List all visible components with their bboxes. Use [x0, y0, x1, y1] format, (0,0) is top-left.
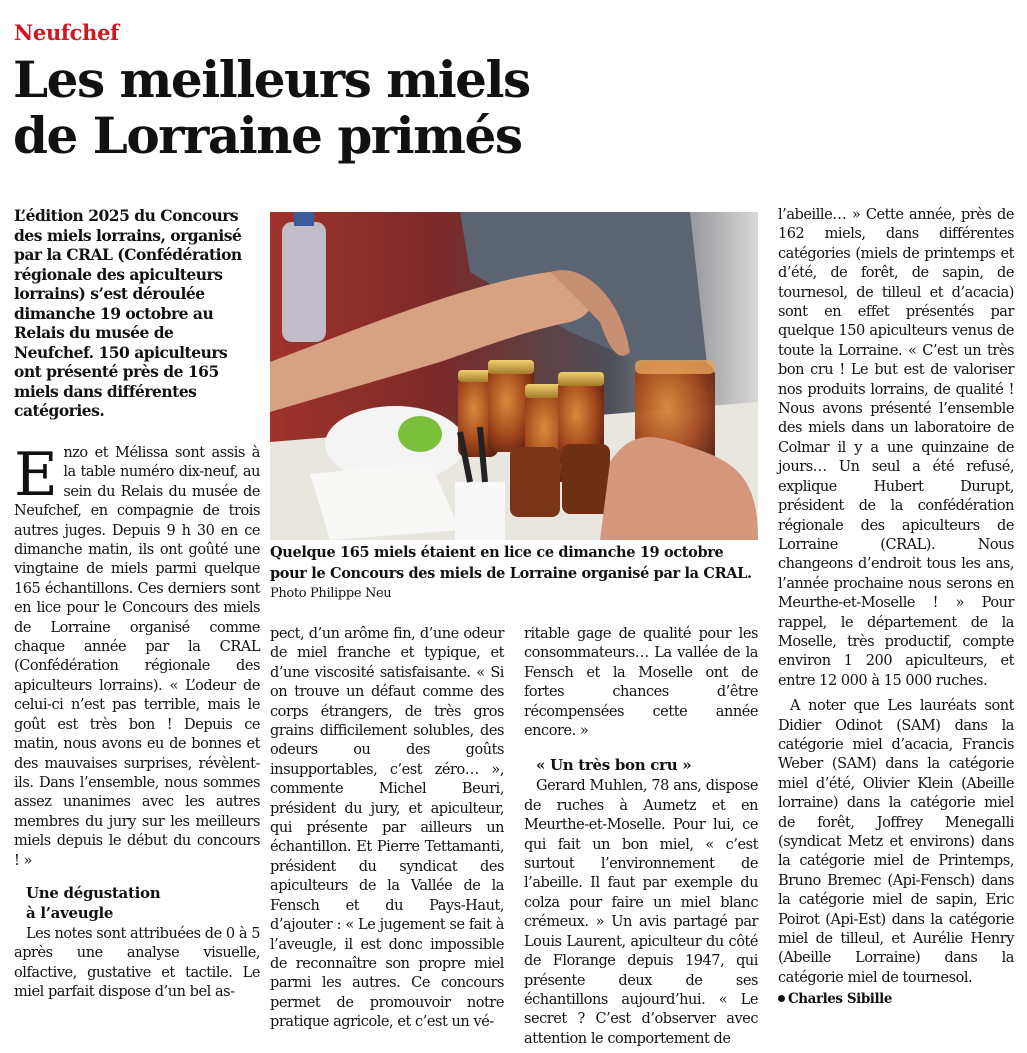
body-paragraph-4: ritable gage de qualité pour les consommateurs… La vallée de la Fensch et la Moselle ont de fortes chances d’être récompensées cette année encore. »	[524, 626, 758, 740]
lead-paragraph: L’édition 2025 du Concours des miels lorrains, organisé par la CRAL (Confédération régionale des apiculteurs lorrains) s’est déroulée dimanche 19 octobre au Relais du musée de Neufchef. 150 apiculteurs ont présenté près de 165 miels dans différentes catégories.	[14, 206, 242, 420]
column-4	[778, 206, 1014, 1010]
photo-caption	[270, 543, 758, 604]
body-paragraph-1-text: nzo et Mélissa sont assis à la table numéro dix-neuf, au sein du Relais du musée de Neufchef, en compagnie de trois autres juges. Depuis 9 h 30 en ce dimanche matin, ils ont goûté une vingtaine de miels parmi quelque 165 échantillons. Ces derniers sont en lice pour le Concours des miels de Lorraine organisé comme chaque année par la CRAL (Confédération régionale des apiculteurs lorrains). « L’odeur de celui-ci n’est pas terrible, mais le goût est très bon ! Depuis ce matin, nous avons eu de bonnes et des mauvaises surprises, révèlent-ils. Dans l’ensemble, nous sommes assez unanimes avec les autres membres du jury sur les meilleurs miels depuis le début du concours ! »	[14, 445, 260, 869]
headline-line-2: de Lorraine primés	[13, 106, 522, 165]
bullet-icon	[778, 995, 785, 1002]
column-3	[524, 625, 758, 1049]
section-kicker: Neufchef	[14, 20, 119, 45]
body-paragraph-6: l’abeille… » Cette année, près de 162 miels, dans différentes catégories (miels de printemps et d’été, de forêt, de sapin, de tournesol, de tilleul et d’acacia) sont en effet présentés par quelque 150 apiculteurs venus de toute la Lorraine. « C’est un très bon cru ! Le but est de valoriser nos produits lorrains, de qualité ! Nous avons présenté l’ensemble des miels dans un laboratoire de Colmar il y a une quinzaine de jours… Un seul a été refusé, explique Hubert Durupt, président de la confédération régionale des apiculteurs de Lorraine (CRAL). Nous changeons d’endroit tous les ans, l’année prochaine nous serons en Meurthe-et-Moselle ! » Pour rappel, le département de la Moselle, très productif, compte environ 1 200 apiculteurs, et entre 12 000 à 15 000 ruches.	[778, 207, 1014, 689]
body-paragraph-7: A noter que Les lauréats sont Didier Odinot (SAM) dans la catégorie miel d’acacia, Francis Weber (SAM) dans la catégorie miel d’été, Olivier Klein (Abeille lorraine) dans la catégorie miel de forêt, Joffrey Menegalli (syndicat Metz et environs) dans la catégorie miel de Printemps, Bruno Bremec (Api-Fensch) dans la catégorie miel de sapin, Eric Poirot (Api-Est) dans la catégorie miel de tilleul, et Aurélie Henry (Abeille Lorraine) dans la catégorie miel de tournesol.	[778, 698, 1014, 986]
subhead-blind-tasting	[26, 883, 260, 923]
headline	[13, 52, 653, 164]
author-signature	[778, 990, 1014, 1009]
headline-line-1: Les meilleurs miels	[13, 50, 530, 109]
subhead-good-vintage: « Un très bon cru »	[536, 756, 692, 775]
subhead-line-2: à l’aveugle	[26, 903, 114, 922]
column-2	[270, 625, 504, 1033]
body-paragraph-1	[14, 440, 260, 871]
drop-cap: E	[14, 440, 58, 510]
honey-jars-photo	[270, 212, 758, 540]
body-paragraph-2: Les notes sont attribuées de 0 à 5 après une analyse visuelle, olfactive, gustative et tactile. Le miel parfait dispose d’un bel as-	[14, 925, 260, 1001]
author-name: Charles Sibille	[788, 991, 892, 1008]
body-paragraph-3: pect, d’un arôme fin, d’une odeur de miel franche et typique, et d’une viscosité satisfaisante. « Si on trouve un défaut comme des corps étrangers, de très gros grains difficilement solubles, des odeurs ou des goûts insupportables, c’est zéro… », commente Michel Beuri, président du jury, et apiculteur, qui présente par ailleurs un échantillon. Et Pierre Tettamanti, président du syndicat des apiculteurs de la Vallée de la Fensch et du Pays-Haut, d’ajouter : « Le jugement se fait à l’aveugle, il est donc impossible de reconnaître son propre miel parmi les autres. Ce concours permet de promouvoir notre pratique agricole, et c’est un vé-	[270, 626, 504, 1031]
article-photo	[270, 212, 758, 540]
caption-text: Quelque 165 miels étaient en lice ce dimanche 19 octobre pour le Concours des miels de Lorraine organisé par la CRAL.	[270, 544, 752, 582]
subhead-line-1: Une dégustation	[26, 883, 161, 902]
column-1	[14, 440, 260, 1003]
body-paragraph-5: Gerard Muhlen, 78 ans, dispose de ruches à Aumetz et en Meurthe-et-Moselle. Pour lui, ce qui fait un bon miel, « c’est surtout l’environnement de l’abeille. Il faut par exemple du colza pour faire un miel blanc crémeux. » Un avis partagé par Louis Laurent, apiculteur du côté de Florange depuis 1947, qui présente deux de ses échantillons aujourd’hui. « Le secret ? C’est d’observer avec attention le comportement de	[524, 778, 758, 1047]
photo-credit: Photo Philippe Neu	[270, 586, 392, 601]
